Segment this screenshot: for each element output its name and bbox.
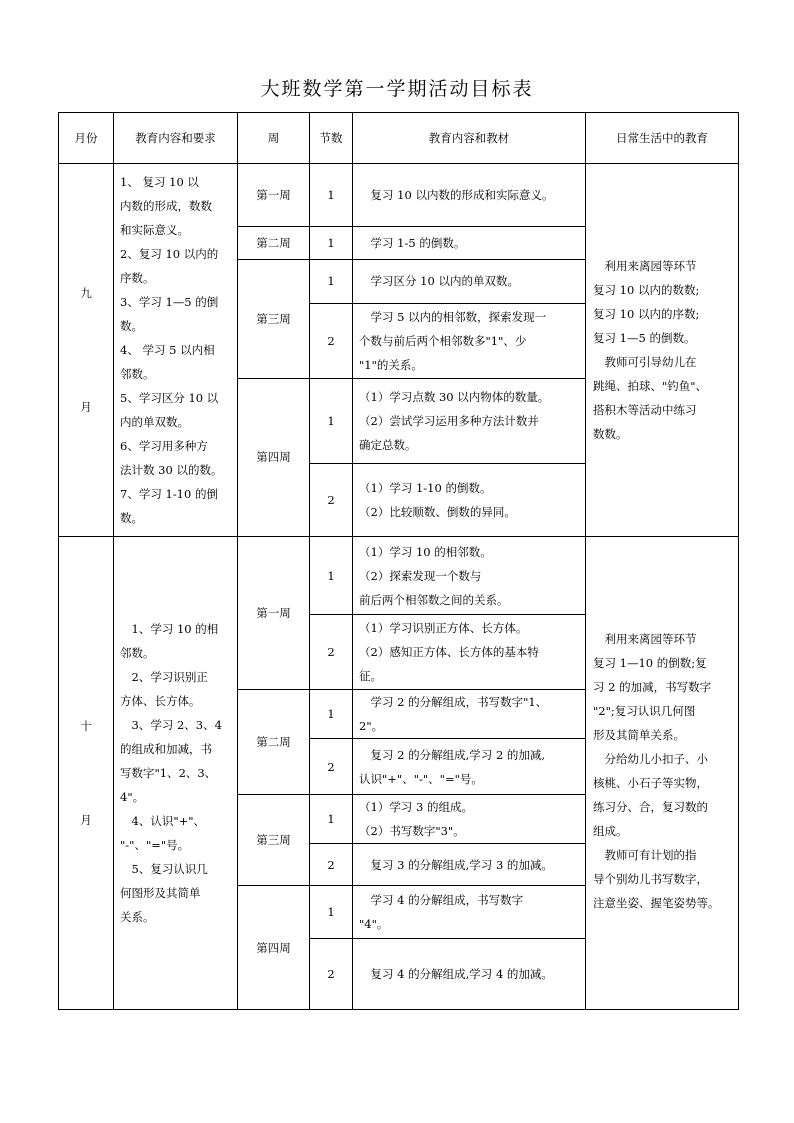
material-cell: （1）学习点数 30 以内物体的数量。 （2）尝试学习运用多种方法计数并 确定总数。 [353, 378, 586, 464]
week-cell: 第二周 [238, 227, 310, 260]
month-char: 月 [80, 400, 92, 414]
session-cell: 1 [310, 886, 353, 939]
material-cell: （1）学习 3 的组成。 （2）书写数字"3"。 [353, 795, 586, 844]
material-cell: （1）学习 1-10 的倒数。 （2）比较顺数、倒数的异同。 [353, 464, 586, 537]
material-cell: 复习 10 以内数的形成和实际意义。 [353, 164, 586, 227]
session-cell: 1 [310, 164, 353, 227]
week-cell: 第三周 [238, 260, 310, 379]
material-cell: （1）学习 10 的相邻数。 （2）探索发现一个数与 前后两个相邻数之间的关系。 [353, 537, 586, 615]
requirements-cell: 1、 复习 10 以 内数的形成，数数 和实际意义。 2、复习 10 以内的 序数。 3、学习 1—5 的倒 数。 4、 学习 5 以内相 邻数。 5、学习区分 10 以 内的单双数。 6、学习用多种方 法计数 30 以的数。 7、学习 1-10 的倒 数。 [114, 164, 238, 537]
session-cell: 2 [310, 939, 353, 1010]
week-cell: 第二周 [238, 690, 310, 795]
material-cell: 学习 4 的分解组成，书写数字 "4"。 [353, 886, 586, 939]
activity-table [58, 112, 739, 1010]
requirements-cell: 1、学习 10 的相 邻数。 2、学习识别正 方体、长方体。 3、学习 2、3、4 的组成和加减，书 写数字"1、2、3、 4"。 4、认识"+"、 "-"、"="号。 5、复习认识几 何图形及其简单 关系。 [114, 537, 238, 1010]
table-header-row [59, 113, 739, 164]
week-cell: 第一周 [238, 164, 310, 227]
header-requirements: 教育内容和要求 [114, 113, 238, 164]
month-cell-october [59, 537, 114, 1010]
material-cell: 学习区分 10 以内的单双数。 [353, 260, 586, 304]
month-char: 月 [80, 813, 92, 827]
daily-cell: 利用来离园等环节 复习 1—10 的倒数;复 习 2 的加减，书写数字 "2";复习认识几何图 形及其简单关系。 分给幼儿小扣子、小 核桃、小石子等实物， 练习分、合，复习数的 组成。 教师可有计划的指 导个别幼儿书写数字， 注意坐姿、握笔姿势等。 [586, 537, 739, 1010]
session-cell: 2 [310, 844, 353, 886]
header-week: 周 [238, 113, 310, 164]
week-cell: 第四周 [238, 378, 310, 537]
session-cell: 1 [310, 537, 353, 615]
material-cell: 学习 2 的分解组成，书写数字"1、 2"。 [353, 690, 586, 739]
session-cell: 1 [310, 378, 353, 464]
material-cell: 复习 3 的分解组成,学习 3 的加减。 [353, 844, 586, 886]
header-materials: 教育内容和教材 [353, 113, 586, 164]
daily-cell: 利用来离园等环节 复习 10 以内的数数; 复习 10 以内的序数; 复习 1—5 的倒数。 教师可引导幼儿在 跳绳、拍球、"钓鱼"、 搭积木等活动中练习 数数。 [586, 164, 739, 537]
material-cell: 复习 4 的分解组成,学习 4 的加减。 [353, 939, 586, 1010]
header-month: 月份 [59, 113, 114, 164]
month-cell-september [59, 164, 114, 537]
session-cell: 1 [310, 795, 353, 844]
session-cell: 1 [310, 227, 353, 260]
week-cell: 第三周 [238, 795, 310, 886]
month-char: 十 [80, 719, 92, 733]
page-title: 大班数学第一学期活动目标表 [260, 78, 534, 100]
week-cell: 第一周 [238, 537, 310, 690]
month-char: 九 [80, 286, 92, 300]
header-sessions: 节数 [310, 113, 353, 164]
session-cell: 2 [310, 615, 353, 690]
header-daily: 日常生活中的教育 [586, 113, 739, 164]
session-cell: 2 [310, 464, 353, 537]
material-cell: 复习 2 的分解组成,学习 2 的加减, 认识"+"、"-"、"="号。 [353, 739, 586, 795]
week-cell: 第四周 [238, 886, 310, 1010]
session-cell: 1 [310, 260, 353, 304]
material-cell: 学习 1-5 的倒数。 [353, 227, 586, 260]
session-cell: 1 [310, 690, 353, 739]
material-cell: （1）学习识别正方体、长方体。 （2）感知正方体、长方体的基本特 征。 [353, 615, 586, 690]
session-cell: 2 [310, 739, 353, 795]
material-cell: 学习 5 以内的相邻数，探索发现一 个数与前后两个相邻数多"1"、少 "1"的关系。 [353, 303, 586, 378]
session-cell: 2 [310, 303, 353, 378]
table-row [59, 537, 739, 615]
table-row [59, 164, 739, 227]
